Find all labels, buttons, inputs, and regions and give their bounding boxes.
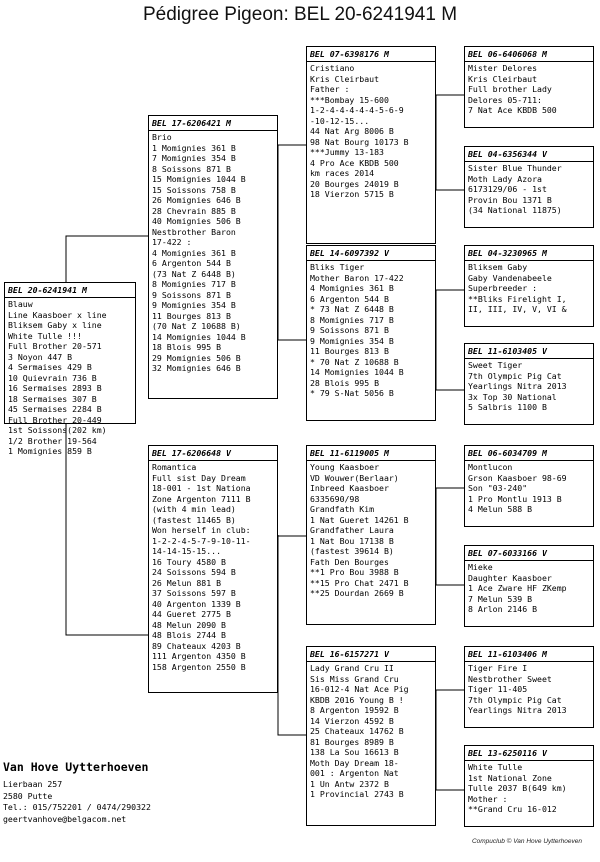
detail-line: Daughter Kaasboer	[468, 572, 552, 583]
detail-line: 26 Melun 881 B	[152, 577, 222, 588]
detail-line: **1 Pro Bou 3988 B	[310, 567, 399, 577]
detail-line: Moth Lady Azora	[468, 173, 542, 184]
detail-line: 18-001 - 1st Nationa	[152, 483, 251, 493]
ring-number: BEL 06-6034709 M	[468, 448, 590, 461]
detail-line: Tiger 11-405	[468, 684, 528, 694]
detail-line: 48 Blois 2744 B	[152, 630, 226, 640]
detail-line: 1/2 Brother 19-564	[8, 435, 97, 446]
detail-line: 8 Argenton 19592 B	[310, 705, 399, 715]
detail-line: Mieke	[468, 562, 493, 572]
detail-line: Superbreeder :	[468, 283, 538, 293]
detail-line: White Tulle	[468, 762, 523, 772]
detail-line: 7 Nat Ace KBDB 500	[468, 105, 557, 115]
detail-line: 1 Momignies 859 B	[8, 446, 92, 456]
father-box	[148, 115, 278, 399]
detail-line: 28 Blois 995 B	[310, 377, 380, 388]
detail-line: 8 Soissons 871 B	[152, 163, 231, 174]
detail-line: 9 Momignies 354 B	[152, 300, 236, 310]
detail-line: Nestbrother Sweet	[468, 673, 552, 684]
detail-line: KBDB 2016 Young B !	[310, 694, 404, 705]
detail-line: 20 Bourges 24019 B	[310, 178, 399, 189]
detail-line: Romantica	[152, 462, 197, 472]
detail-line: Father :	[310, 84, 350, 94]
detail-line: Sweet Tiger	[468, 360, 523, 370]
detail-line: 8 Momignies 717 B	[310, 314, 394, 325]
detail-line: 158 Argenton 2550 B	[152, 661, 246, 672]
detail-line: Yearlings Nitra 2013	[468, 705, 567, 715]
detail-line: Mister Delores	[468, 63, 538, 73]
detail-line: 14 Momignies 1044 B	[152, 331, 246, 342]
detail-line: Grandfath Kim	[310, 504, 375, 514]
detail-line: (70 Nat Z 10688 B)	[152, 321, 241, 331]
great-grandparent-box-mmm	[464, 745, 594, 827]
detail-line: 4 Momignies 361 B	[310, 283, 394, 293]
subject-pigeon-box	[4, 282, 136, 456]
detail-line: 37 Soissons 597 B	[152, 588, 236, 598]
detail-line: ***Bombay 15-600	[310, 94, 389, 105]
detail-line: Inbreed Kaasboer	[310, 483, 389, 493]
maternal-grandmother-ring-number: BEL 16-6157271 V	[310, 649, 432, 662]
detail-line: 45 Sermaises 2284 B	[8, 404, 102, 414]
detail-line: 1 Nat Gueret 14261 B	[310, 514, 409, 525]
maternal-grandfather-box	[306, 445, 436, 625]
detail-line: Kris Cleirbaut	[468, 73, 538, 84]
maternal-grandmother-box	[306, 646, 436, 826]
detail-line: Tiger Fire I	[468, 663, 528, 673]
detail-line: Montlucon	[468, 462, 513, 472]
paternal-grandfather-ring-number: BEL 07-6398176 M	[310, 49, 432, 62]
detail-line: 1st National Zone	[468, 772, 552, 783]
detail-line: 15 Momignies 1044 B	[152, 174, 246, 184]
detail-line: 1-2-4-4-4-4-4-5-6-9	[310, 105, 404, 115]
great-grandparent-box-ffm	[464, 146, 594, 228]
detail-line: 4 Sermaises 429 B	[8, 362, 92, 372]
detail-line: Gaby Vandenabeele	[468, 272, 552, 283]
detail-line: -10-12-15...	[310, 115, 370, 126]
ring-number: BEL 11-6103405 V	[468, 346, 590, 359]
owner-phone: Tel.: 015/752201 / 0474/290322	[3, 802, 151, 812]
detail-line: 18 Sermaises 307 B	[8, 393, 97, 404]
detail-line: 17-422 :	[152, 237, 192, 247]
detail-line: 48 Melun 2090 B	[152, 619, 226, 630]
detail-line: 25 Chateaux 14762 B	[310, 726, 404, 736]
detail-line: Lady Grand Cru II	[310, 663, 394, 673]
detail-line: 1-2-2-4-5-7-9-10-11-	[152, 535, 251, 546]
detail-line: Young Kaasboer	[310, 462, 380, 472]
detail-line: 1 Ace Zware HF ZKemp	[468, 583, 567, 593]
detail-line: Bliks Tiger	[310, 262, 365, 272]
detail-line: 18 Vierzon 5715 B	[310, 189, 394, 199]
detail-line: Provin Bou 1371 B	[468, 194, 552, 205]
detail-line: 9 Soissons 871 B	[310, 325, 389, 335]
detail-line: 6173129/06 - 1st	[468, 184, 547, 194]
detail-line: 10 Quievrain 736 B	[8, 372, 97, 383]
detail-line: 1 Nat Bou 17138 B	[310, 535, 394, 546]
detail-line: VD Wouwer(Berlaar)	[310, 472, 399, 483]
page-title: Pédigree Pigeon: BEL 20-6241941 M	[142, 4, 458, 25]
detail-line: 24 Soissons 594 B	[152, 567, 236, 577]
detail-line: * 70 Nat Z 10688 B	[310, 356, 399, 367]
detail-line: 5 Salbris 1100 B	[468, 402, 547, 412]
detail-line: (fastest 11465 B)	[152, 514, 236, 525]
detail-line: 6335690/98	[310, 493, 360, 504]
detail-line: 11 Bourges 813 B	[152, 310, 231, 321]
detail-line: 1 Un Antw 2372 B	[310, 778, 389, 789]
detail-line: Won herself in club:	[152, 525, 251, 535]
ring-number: BEL 07-6033166 V	[468, 548, 590, 561]
detail-line: 14 Momignies 1044 B	[310, 367, 404, 377]
detail-line: 9 Soissons 871 B	[152, 289, 231, 300]
detail-line: 1 Pro Montlu 1913 B	[468, 493, 562, 504]
detail-line: Mother :	[468, 793, 508, 804]
detail-line: 26 Momignies 646 B	[152, 195, 241, 205]
detail-line: 8 Momignies 717 B	[152, 279, 236, 289]
detail-line: 14 Vierzon 4592 B	[310, 715, 394, 726]
detail-line: 14-14-15-15...	[152, 546, 222, 556]
detail-line: **Bliks Firelight I,	[468, 293, 567, 304]
detail-line: 16 Toury 4580 B	[152, 556, 226, 567]
detail-line: Brio	[152, 132, 172, 142]
detail-line: 98 Nat Bourg 10173 B	[310, 136, 409, 147]
detail-line: Grandfather Laura	[310, 525, 394, 535]
detail-line: Moth Day Dream 18-	[310, 757, 399, 768]
detail-line: 40 Argenton 1339 B	[152, 598, 241, 609]
detail-line: Sister Blue Thunder	[468, 163, 562, 173]
detail-line: **15 Pro Chat 2471 B	[310, 577, 409, 588]
detail-line: 6 Argenton 544 B	[310, 293, 389, 304]
detail-line: 44 Nat Arg 8006 B	[310, 126, 394, 136]
detail-line: 4 Momignies 361 B	[152, 247, 236, 258]
paternal-grandmother-ring-number: BEL 14-6097392 V	[310, 248, 432, 261]
detail-line: 15 Soissons 758 B	[152, 184, 236, 195]
great-grandparent-box-fff	[464, 46, 594, 128]
detail-line: (with 4 min lead)	[152, 504, 236, 514]
detail-line: 4 Melun 588 B	[468, 504, 533, 514]
detail-line: Mother Baron 17-422	[310, 272, 404, 283]
ring-number: BEL 04-3230965 M	[468, 248, 590, 261]
detail-line: Sis Miss Grand Cru	[310, 673, 399, 684]
great-grandparent-box-fmf	[464, 245, 594, 327]
ring-number: BEL 11-6103406 M	[468, 649, 590, 662]
detail-line: 3x Top 30 National	[468, 391, 557, 402]
detail-line: Cristiano	[310, 63, 355, 73]
detail-line: II, III, IV, V, VI &	[468, 304, 567, 314]
detail-line: 8 Arlon 2146 B	[468, 604, 538, 614]
detail-line: 7 Melun 539 B	[468, 593, 533, 604]
detail-line: * 73 Nat Z 6448 B	[310, 304, 394, 314]
detail-line: Delores 05-711:	[468, 94, 542, 105]
detail-line: 28 Chevrain 885 B	[152, 205, 236, 216]
detail-line: Kris Cleirbaut	[310, 73, 380, 84]
detail-line: 1 Momignies 361 B	[152, 142, 236, 153]
detail-line: **25 Dourdan 2669 B	[310, 588, 404, 598]
paternal-grandmother-box	[306, 245, 436, 421]
detail-line: 1 Provincial 2743 B	[310, 789, 404, 799]
mother-ring-number: BEL 17-6206648 V	[152, 448, 274, 461]
owner-name: Van Hove Uytterhoeven	[3, 760, 149, 774]
owner-city: 2580 Putte	[3, 790, 53, 801]
detail-line: 9 Momignies 354 B	[310, 335, 394, 346]
detail-line: Tulle 2037 B(649 km)	[468, 783, 567, 793]
detail-line: 11 Bourges 813 B	[310, 346, 389, 356]
detail-line: 89 Chateaux 4203 B	[152, 640, 241, 651]
detail-line: 40 Momignies 506 B	[152, 216, 241, 226]
detail-line: 29 Momignies 506 B	[152, 352, 241, 363]
owner-email: geertvanhove@belgacom.net	[3, 813, 127, 824]
detail-line: Zone Argenton 7111 B	[152, 493, 251, 504]
detail-line: 4 Pro Ace KBDB 500	[310, 157, 399, 168]
father-ring-number: BEL 17-6206421 M	[152, 118, 274, 131]
great-grandparent-box-mff	[464, 445, 594, 527]
owner-address: Lierbaan 257	[3, 779, 63, 789]
detail-line: 7th Olympic Pig Cat	[468, 694, 562, 705]
detail-line: 6 Argenton 544 B	[152, 258, 231, 268]
detail-line: km races 2014	[310, 168, 375, 178]
detail-line: Full sist Day Dream	[152, 472, 246, 483]
detail-line: Nestbrother Baron	[152, 226, 236, 237]
detail-line: White Tulle !!!	[8, 330, 82, 341]
detail-line: Yearlings Nitra 2013	[468, 381, 567, 391]
detail-line: 44 Gueret 2775 B	[152, 609, 231, 619]
great-grandparent-box-mfm	[464, 545, 594, 627]
detail-line: Blauw	[8, 299, 33, 309]
detail-line: 138 La Sou 16613 B	[310, 747, 399, 757]
ring-number: BEL 06-6406068 M	[468, 49, 590, 62]
detail-line: 32 Momignies 646 B	[152, 363, 241, 373]
mother-box	[148, 445, 278, 693]
detail-line: Son "03-240"	[468, 483, 528, 493]
subject-ring-number: BEL 20-6241941 M	[8, 285, 132, 298]
detail-line: Line Kaasboer x line	[8, 309, 107, 320]
subject-details	[8, 299, 132, 457]
detail-line: Bliksem Gaby x line	[8, 320, 102, 330]
owner-contact	[3, 760, 151, 825]
paternal-grandfather-box	[306, 46, 436, 244]
detail-line: Full Brother 20-449	[8, 414, 102, 425]
detail-line: * 79 S-Nat 5056 B	[310, 388, 394, 398]
detail-line: (34 National 11875)	[468, 205, 562, 215]
detail-line: 18 Blois 995 B	[152, 342, 222, 352]
ring-number: BEL 04-6356344 V	[468, 149, 590, 162]
maternal-grandfather-ring-number: BEL 11-6119005 M	[310, 448, 432, 461]
detail-line: Full brother Lady	[468, 84, 552, 94]
footer-credit: Compuclub © Van Hove Uytterhoeven	[471, 838, 582, 845]
great-grandparent-box-fmm	[464, 343, 594, 425]
detail-line: 111 Argenton 4350 B	[152, 651, 246, 661]
detail-line: (fastest 39614 B)	[310, 546, 394, 556]
detail-line: 16 Sermaises 2893 B	[8, 383, 102, 393]
detail-line: 7 Momignies 354 B	[152, 153, 236, 163]
great-grandparent-box-mmf	[464, 646, 594, 728]
detail-line: **Grand Cru 16-012	[468, 804, 557, 814]
detail-line: 3 Noyon 447 B	[8, 351, 73, 362]
detail-line: Bliksem Gaby	[468, 262, 528, 272]
detail-line: Fath Den Bourges	[310, 556, 389, 567]
detail-line: 7th Olympic Pig Cat	[468, 370, 562, 381]
detail-line: 001 : Argenton Nat	[310, 768, 399, 778]
detail-line: ***Jummy 13-183	[310, 147, 384, 157]
detail-line: Grson Kaasboer 98-69	[468, 472, 567, 483]
detail-line: (73 Nat Z 6448 B)	[152, 268, 236, 279]
ring-number: BEL 13-6250116 V	[468, 748, 590, 761]
detail-line: 81 Bourges 8989 B	[310, 736, 394, 747]
detail-line: 16-012-4 Nat Ace Pig	[310, 684, 409, 694]
detail-line: 1st Soissons(202 km)	[8, 425, 107, 435]
detail-line: Full Brother 20-571	[8, 341, 102, 351]
